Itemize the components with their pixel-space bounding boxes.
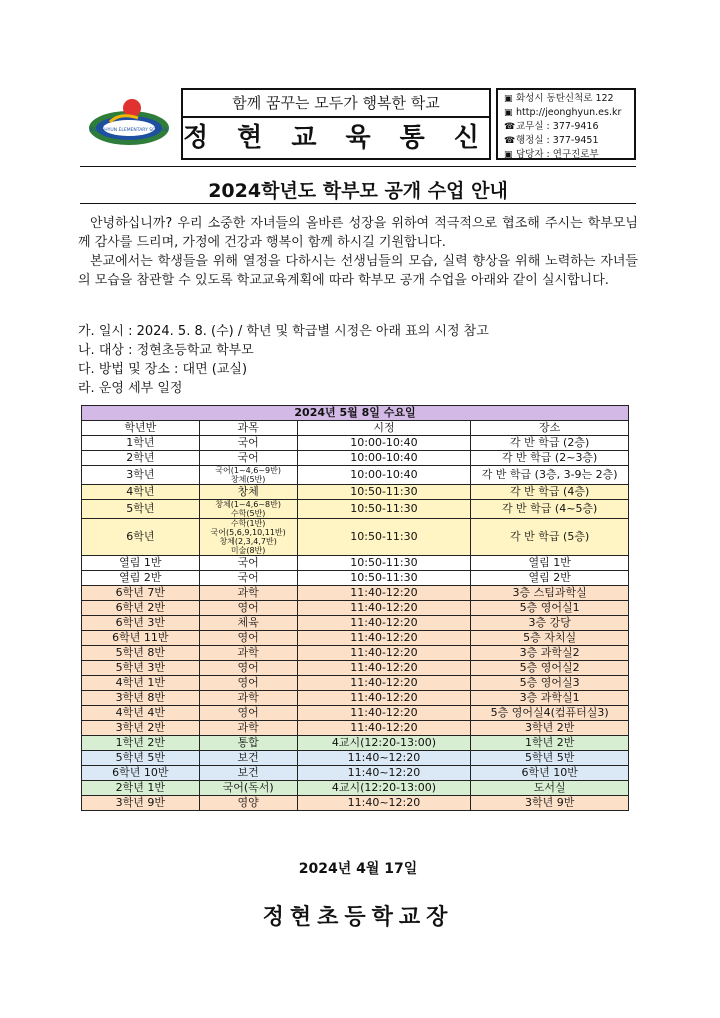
item-date: 가. 일시 : 2024. 5. 8. (수) / 학년 및 학급별 시정은 아래 표의 시정 참고 bbox=[78, 324, 489, 339]
cell-subject: 수학(1반) 국어(5,6,9,10,11반) 창체(2,3,4,7반) 미술(8반) bbox=[199, 519, 297, 556]
cell-class: 4학년 bbox=[82, 485, 200, 500]
intro-paragraph: 본교에서는 학생들을 위해 열정을 다하시는 선생님들의 모습, 실력 향상을 위해 노력하는 자녀들의 모습을 참관할 수 있도록 학교교육계획에 따라 학부모 공개 수업을 아래와 같이 실시합니다. bbox=[78, 254, 638, 288]
cell-class: 열림 2반 bbox=[82, 571, 200, 586]
cell-subject: 국어(1~4,6~9반) 창체(5반) bbox=[199, 466, 297, 485]
cell-time: 11:40~12:20 bbox=[297, 796, 471, 811]
newsletter-header bbox=[80, 88, 636, 162]
cell-time: 11:40-12:20 bbox=[297, 706, 471, 721]
cell-place: 각 반 학급 (2층) bbox=[471, 436, 629, 451]
table-row bbox=[82, 691, 629, 706]
cell-class: 3학년 bbox=[82, 466, 200, 485]
table-row bbox=[82, 736, 629, 751]
header-time: 시정 bbox=[297, 421, 471, 436]
cell-place: 열림 1반 bbox=[471, 556, 629, 571]
cell-time: 11:40-12:20 bbox=[297, 646, 471, 661]
cell-time: 11:40-12:20 bbox=[297, 676, 471, 691]
cell-time: 11:40-12:20 bbox=[297, 616, 471, 631]
cell-class: 3학년 9반 bbox=[82, 796, 200, 811]
table-row bbox=[82, 571, 629, 586]
cell-place: 5층 자치실 bbox=[471, 631, 629, 646]
header-place: 장소 bbox=[471, 421, 629, 436]
table-row bbox=[82, 436, 629, 451]
cell-subject: 국어 bbox=[199, 571, 297, 586]
contact-text: 화성시 동탄신척로 122 bbox=[516, 93, 614, 104]
cell-subject: 영어 bbox=[199, 676, 297, 691]
item-target: 나. 대상 : 정현초등학교 학부모 bbox=[78, 343, 254, 358]
principal-signature: 정현초등학교장 bbox=[262, 905, 454, 930]
cell-subject: 영어 bbox=[199, 601, 297, 616]
cell-subject: 과학 bbox=[199, 586, 297, 601]
cell-time: 11:40~12:20 bbox=[297, 751, 471, 766]
cell-subject: 영어 bbox=[199, 661, 297, 676]
cell-time: 10:50-11:30 bbox=[297, 500, 471, 519]
cell-time: 11:40~12:20 bbox=[297, 766, 471, 781]
title-rule bbox=[80, 203, 636, 204]
detail-items bbox=[78, 322, 638, 398]
table-row bbox=[82, 451, 629, 466]
cell-subject: 보건 bbox=[199, 766, 297, 781]
header-subject: 과목 bbox=[199, 421, 297, 436]
cell-class: 열림 1반 bbox=[82, 556, 200, 571]
contact-text: 교무실 : 377-9416 bbox=[516, 121, 599, 132]
cell-place: 각 반 학급 (4~5층) bbox=[471, 500, 629, 519]
cell-time: 11:40-12:20 bbox=[297, 631, 471, 646]
cell-class: 6학년 7반 bbox=[82, 586, 200, 601]
table-row bbox=[82, 661, 629, 676]
intro-paragraph: 안녕하십니까? 우리 소중한 자녀들의 올바른 성장을 위하여 적극적으로 협조해 주시는 학부모님께 감사를 드리며, 가정에 건강과 행복이 함께 하시길 기원합니다. bbox=[78, 216, 638, 250]
table-row bbox=[82, 485, 629, 500]
contact-line[interactable] bbox=[504, 106, 634, 120]
header-class: 학년반 bbox=[82, 421, 200, 436]
cell-place: 도서실 bbox=[471, 781, 629, 796]
cell-subject: 국어(독서) bbox=[199, 781, 297, 796]
cell-subject: 영양 bbox=[199, 796, 297, 811]
cell-class: 4학년 4반 bbox=[82, 706, 200, 721]
cell-subject: 국어 bbox=[199, 556, 297, 571]
cell-place: 6학년 10반 bbox=[471, 766, 629, 781]
cell-time: 10:50-11:30 bbox=[297, 519, 471, 556]
cell-class: 5학년 8반 bbox=[82, 646, 200, 661]
cell-time: 11:40-12:20 bbox=[297, 661, 471, 676]
document-title: 2024학년도 학부모 공개 수업 안내 bbox=[208, 180, 508, 202]
table-caption: 2024년 5월 8일 수요일 bbox=[82, 406, 629, 421]
cell-place: 3학년 2반 bbox=[471, 721, 629, 736]
contact-line bbox=[504, 148, 634, 162]
cell-subject: 통합 bbox=[199, 736, 297, 751]
cell-place: 1학년 2반 bbox=[471, 736, 629, 751]
cell-place: 5층 영어실4(컴퓨터실3) bbox=[471, 706, 629, 721]
intro-text bbox=[78, 214, 638, 290]
cell-subject: 보건 bbox=[199, 751, 297, 766]
cell-subject: 국어 bbox=[199, 451, 297, 466]
building-icon: ▣ bbox=[504, 94, 513, 104]
cell-subject: 과학 bbox=[199, 691, 297, 706]
cell-time: 10:00-10:40 bbox=[297, 451, 471, 466]
table-row bbox=[82, 751, 629, 766]
cell-class: 5학년 5반 bbox=[82, 751, 200, 766]
cell-class: 3학년 8반 bbox=[82, 691, 200, 706]
issue-date: 2024년 4월 17일 bbox=[298, 861, 418, 877]
cell-class: 1학년 2반 bbox=[82, 736, 200, 751]
table-row bbox=[82, 766, 629, 781]
cell-place: 3층 과학실1 bbox=[471, 691, 629, 706]
cell-class: 1학년 bbox=[82, 436, 200, 451]
cell-place: 각 반 학급 (5층) bbox=[471, 519, 629, 556]
cell-time: 10:50-11:30 bbox=[297, 556, 471, 571]
cell-class: 3학년 2반 bbox=[82, 721, 200, 736]
phone-icon: ☎ bbox=[504, 122, 516, 132]
cell-class: 6학년 10반 bbox=[82, 766, 200, 781]
cell-place: 5층 영어실3 bbox=[471, 676, 629, 691]
contact-line bbox=[504, 120, 634, 134]
cell-time: 4교시(12:20-13:00) bbox=[297, 781, 471, 796]
cell-place: 5층 영어실1 bbox=[471, 601, 629, 616]
cell-place: 각 반 학급 (4층) bbox=[471, 485, 629, 500]
table-row bbox=[82, 706, 629, 721]
cell-time: 11:40-12:20 bbox=[297, 721, 471, 736]
phone-icon: ☎ bbox=[504, 136, 516, 146]
cell-class: 5학년 bbox=[82, 500, 200, 519]
cell-subject: 창체(1~4,6~8반) 수학(5반) bbox=[199, 500, 297, 519]
cell-class: 4학년 1반 bbox=[82, 676, 200, 691]
cell-subject: 창체 bbox=[199, 485, 297, 500]
table-row bbox=[82, 466, 629, 485]
cell-place: 각 반 학급 (3층, 3-9는 2층) bbox=[471, 466, 629, 485]
contact-text: 담당자 : 연구진로부 bbox=[516, 149, 599, 160]
cell-time: 10:00-10:40 bbox=[297, 436, 471, 451]
cell-place: 3학년 9반 bbox=[471, 796, 629, 811]
item-method: 다. 방법 및 장소 : 대면 (교실) bbox=[78, 362, 248, 377]
schedule-table bbox=[81, 405, 629, 811]
cell-place: 3층 과학실2 bbox=[471, 646, 629, 661]
school-logo bbox=[80, 88, 178, 162]
cell-place: 3층 스팀과학실 bbox=[471, 586, 629, 601]
cell-subject: 체육 bbox=[199, 616, 297, 631]
table-row bbox=[82, 586, 629, 601]
table-row bbox=[82, 646, 629, 661]
cell-subject: 과학 bbox=[199, 721, 297, 736]
table-row bbox=[82, 556, 629, 571]
cell-place: 5학년 5반 bbox=[471, 751, 629, 766]
cell-time: 4교시(12:20-13:00) bbox=[297, 736, 471, 751]
cell-time: 11:40-12:20 bbox=[297, 691, 471, 706]
cell-place: 열림 2반 bbox=[471, 571, 629, 586]
cell-class: 6학년 3반 bbox=[82, 616, 200, 631]
cell-time: 11:40-12:20 bbox=[297, 601, 471, 616]
header-rule bbox=[80, 166, 636, 167]
cell-time: 10:00-10:40 bbox=[297, 466, 471, 485]
table-row bbox=[82, 781, 629, 796]
cell-class: 6학년 11반 bbox=[82, 631, 200, 646]
table-row bbox=[82, 601, 629, 616]
cell-subject: 과학 bbox=[199, 646, 297, 661]
cell-time: 11:40-12:20 bbox=[297, 586, 471, 601]
table-row bbox=[82, 519, 629, 556]
contact-line bbox=[504, 92, 634, 106]
newsletter-title: 정 현 교 육 통 신 bbox=[183, 123, 489, 153]
table-row bbox=[82, 796, 629, 811]
table-row bbox=[82, 676, 629, 691]
contact-box bbox=[496, 88, 636, 160]
cell-time: 10:50-11:30 bbox=[297, 485, 471, 500]
table-row bbox=[82, 500, 629, 519]
cell-class: 5학년 3반 bbox=[82, 661, 200, 676]
cell-class: 6학년 bbox=[82, 519, 200, 556]
cell-class: 6학년 2반 bbox=[82, 601, 200, 616]
school-slogan: 함께 꿈꾸는 모두가 행복한 학교 bbox=[183, 90, 489, 118]
cell-subject: 국어 bbox=[199, 436, 297, 451]
cell-subject: 영어 bbox=[199, 631, 297, 646]
title-box bbox=[181, 88, 491, 160]
cell-class: 2학년 bbox=[82, 451, 200, 466]
cell-place: 3층 강당 bbox=[471, 616, 629, 631]
cell-place: 5층 영어실2 bbox=[471, 661, 629, 676]
contact-text: 행정실 : 377-9451 bbox=[516, 135, 599, 146]
item-schedule: 라. 운영 세부 일정 bbox=[78, 381, 183, 396]
table-row bbox=[82, 616, 629, 631]
contact-text: http://jeonghyun.es.kr bbox=[516, 107, 622, 118]
cell-place: 각 반 학급 (2~3층) bbox=[471, 451, 629, 466]
cell-class: 2학년 1반 bbox=[82, 781, 200, 796]
web-icon: ▣ bbox=[504, 108, 513, 118]
contact-line bbox=[504, 134, 634, 148]
cell-time: 10:50-11:30 bbox=[297, 571, 471, 586]
table-row bbox=[82, 631, 629, 646]
person-icon: ▣ bbox=[504, 150, 513, 160]
cell-subject: 영어 bbox=[199, 706, 297, 721]
svg-text:JEONGHYUN ELEMENTARY SCHOOL: JEONGHYUN ELEMENTARY SCHOOL bbox=[89, 128, 169, 133]
table-row bbox=[82, 721, 629, 736]
